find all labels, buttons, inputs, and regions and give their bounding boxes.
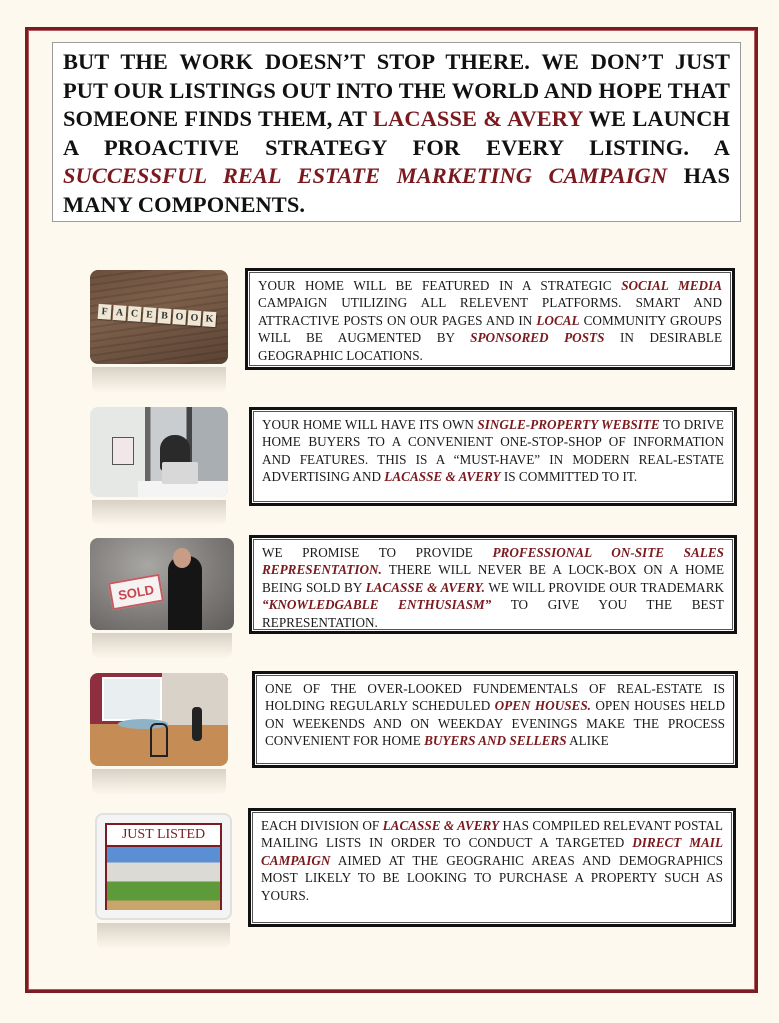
text-run: EACH DIVISION OF bbox=[261, 818, 383, 833]
tile: O bbox=[172, 309, 186, 325]
text-run: TO GIVE YOU THE BEST REPRESENTATION. bbox=[262, 597, 724, 630]
just-listed-postcard bbox=[95, 813, 232, 920]
text-run: ONE OF THE OVER-LOOKED FUNDEMENTALS OF REAL-ESTATE IS HOLDING REGULARLY SCHEDULED bbox=[265, 681, 725, 714]
website-description bbox=[262, 416, 724, 486]
text-run: WE PROMISE TO PROVIDE bbox=[262, 545, 493, 560]
emphasis-brand: LACASSE & AVERY. bbox=[365, 579, 485, 595]
sales-description bbox=[262, 544, 724, 631]
text-run: THERE WILL NEVER BE A LOCK-BOX ON A HOME BEING SOLD BY bbox=[262, 562, 724, 595]
emphasis-brand: LACASSE & AVERY bbox=[382, 818, 500, 833]
scrabble-tiles bbox=[98, 304, 217, 327]
social-media-image bbox=[90, 270, 228, 364]
open-house-description bbox=[265, 680, 725, 750]
heading-text-3: HAS MANY COMPONENTS. bbox=[63, 163, 730, 217]
text-run: ALIKE bbox=[566, 733, 609, 749]
chair bbox=[150, 723, 168, 757]
heading-brand: LACASSE & AVERY bbox=[373, 106, 583, 132]
text-run: IS COMMITTED TO IT. bbox=[500, 469, 638, 485]
text-run: WE WILL PROVIDE OUR TRADEMARK bbox=[484, 579, 725, 595]
text-run: IN DESIRABLE GEOGRAPHIC LOCATIONS. bbox=[258, 330, 722, 363]
image-reflection bbox=[92, 633, 232, 659]
heading-emphasis: SUCCESSFUL REAL ESTATE MARKETING CAMPAIGN bbox=[63, 163, 668, 189]
open-house-image bbox=[90, 673, 228, 766]
heading-text-2: WE LAUNCH A PROACTIVE STRATEGY FOR EVERY LISTING. A bbox=[63, 106, 730, 160]
emphasis-social-media: SOCIAL MEDIA bbox=[621, 278, 722, 293]
sold-sign-photo bbox=[90, 538, 234, 630]
sold-sign: SOLD bbox=[108, 574, 164, 611]
intro-heading bbox=[63, 48, 730, 220]
emphasis-local: LOCAL bbox=[536, 312, 580, 328]
sales-text-box bbox=[249, 535, 737, 634]
text-run: YOUR HOME WILL BE FEATURED IN A STRATEGIC bbox=[258, 278, 622, 293]
emphasis-direct-mail-campaign: DIRECT MAIL CAMPAIGN bbox=[261, 835, 723, 868]
child-figure bbox=[192, 707, 202, 741]
window bbox=[102, 677, 162, 721]
text-run: OPEN HOUSES HELD ON WEEKENDS AND ON WEEKDAY EVENINGS MAKE THE PROCESS CONVENIENT FOR HOME bbox=[265, 698, 726, 749]
emphasis-open-houses: OPEN HOUSES. bbox=[494, 698, 591, 714]
direct-mail-text-box bbox=[248, 808, 736, 927]
text-run: CAMPAIGN UTILIZING ALL RELEVENT PLATFORMS. SMART AND ATTRACTIVE POSTS ON OUR PAGES AND IN bbox=[258, 295, 722, 328]
image-reflection bbox=[92, 500, 226, 526]
emphasis-professional-sales: PROFESSIONAL ON-SITE SALES REPRESENTATION. bbox=[262, 545, 724, 578]
dining-room-photo bbox=[90, 673, 228, 766]
tile: B bbox=[157, 308, 171, 324]
tile: O bbox=[187, 310, 201, 326]
website-image bbox=[90, 407, 228, 497]
sidewalk-sign bbox=[112, 437, 134, 465]
emphasis-brand: LACASSE & AVERY bbox=[384, 469, 501, 485]
facebook-tiles-photo bbox=[90, 270, 228, 364]
text-run: HAS COMPILED RELEVANT POSTAL MAILING LISTS IN ORDER TO CONDUCT A TARGETED bbox=[261, 818, 723, 851]
text-run: AIMED AT THE GEOGRAHIC AREAS AND DEMOGRAPHICS MOST LIKELY TO BE LOOKING TO PURCHASE A PROPERTY SUCH AS YOURS. bbox=[261, 852, 723, 903]
image-reflection bbox=[97, 923, 230, 949]
social-media-description bbox=[258, 277, 722, 364]
cafe-laptop-photo bbox=[90, 407, 228, 497]
tile: F bbox=[98, 304, 112, 320]
emphasis-knowledgable-enthusiasm: “KNOWLEDGABLE ENTHUSIASM” bbox=[262, 597, 492, 613]
text-run: COMMUNITY GROUPS WILL BE AUGMENTED BY bbox=[258, 312, 722, 346]
laptop bbox=[162, 462, 198, 484]
website-text-box bbox=[249, 407, 737, 506]
image-reflection bbox=[92, 367, 226, 393]
property-photo bbox=[105, 847, 222, 910]
sales-representation-image bbox=[90, 538, 234, 630]
tile: C bbox=[128, 306, 142, 322]
emphasis-buyers-and-sellers: BUYERS AND SELLERS bbox=[424, 733, 567, 749]
direct-mail-description bbox=[261, 817, 723, 904]
heading-text-1: BUT THE WORK DOESN’T STOP THERE. WE DON’T JUST PUT OUR LISTINGS OUT INTO THE WORLD AND HOPE THAT SOMEONE FINDS THEM, AT bbox=[63, 49, 730, 132]
text-run: TO DRIVE HOME BUYERS TO A CONVENIENT ONE-STOP-SHOP OF INFORMATION AND FEATURES. THIS IS A “MUST-HAVE” IN MODERN REAL-ESTATE ADVERTISING AND bbox=[262, 417, 724, 485]
open-house-text-box bbox=[252, 671, 738, 768]
intro-heading-box bbox=[52, 42, 741, 222]
tile: E bbox=[143, 307, 157, 323]
tile: A bbox=[113, 305, 127, 321]
agent-head bbox=[173, 548, 191, 568]
direct-mail-image bbox=[95, 813, 232, 920]
image-reflection bbox=[92, 769, 226, 795]
emphasis-sponsored-posts: SPONSORED POSTS bbox=[470, 330, 605, 346]
emphasis-single-property-website: SINGLE-PROPERTY WEBSITE bbox=[477, 417, 660, 432]
social-media-text-box bbox=[245, 268, 735, 370]
tile: K bbox=[202, 311, 216, 327]
just-listed-banner: JUST LISTED bbox=[105, 823, 222, 847]
text-run: YOUR HOME WILL HAVE ITS OWN bbox=[262, 417, 478, 432]
